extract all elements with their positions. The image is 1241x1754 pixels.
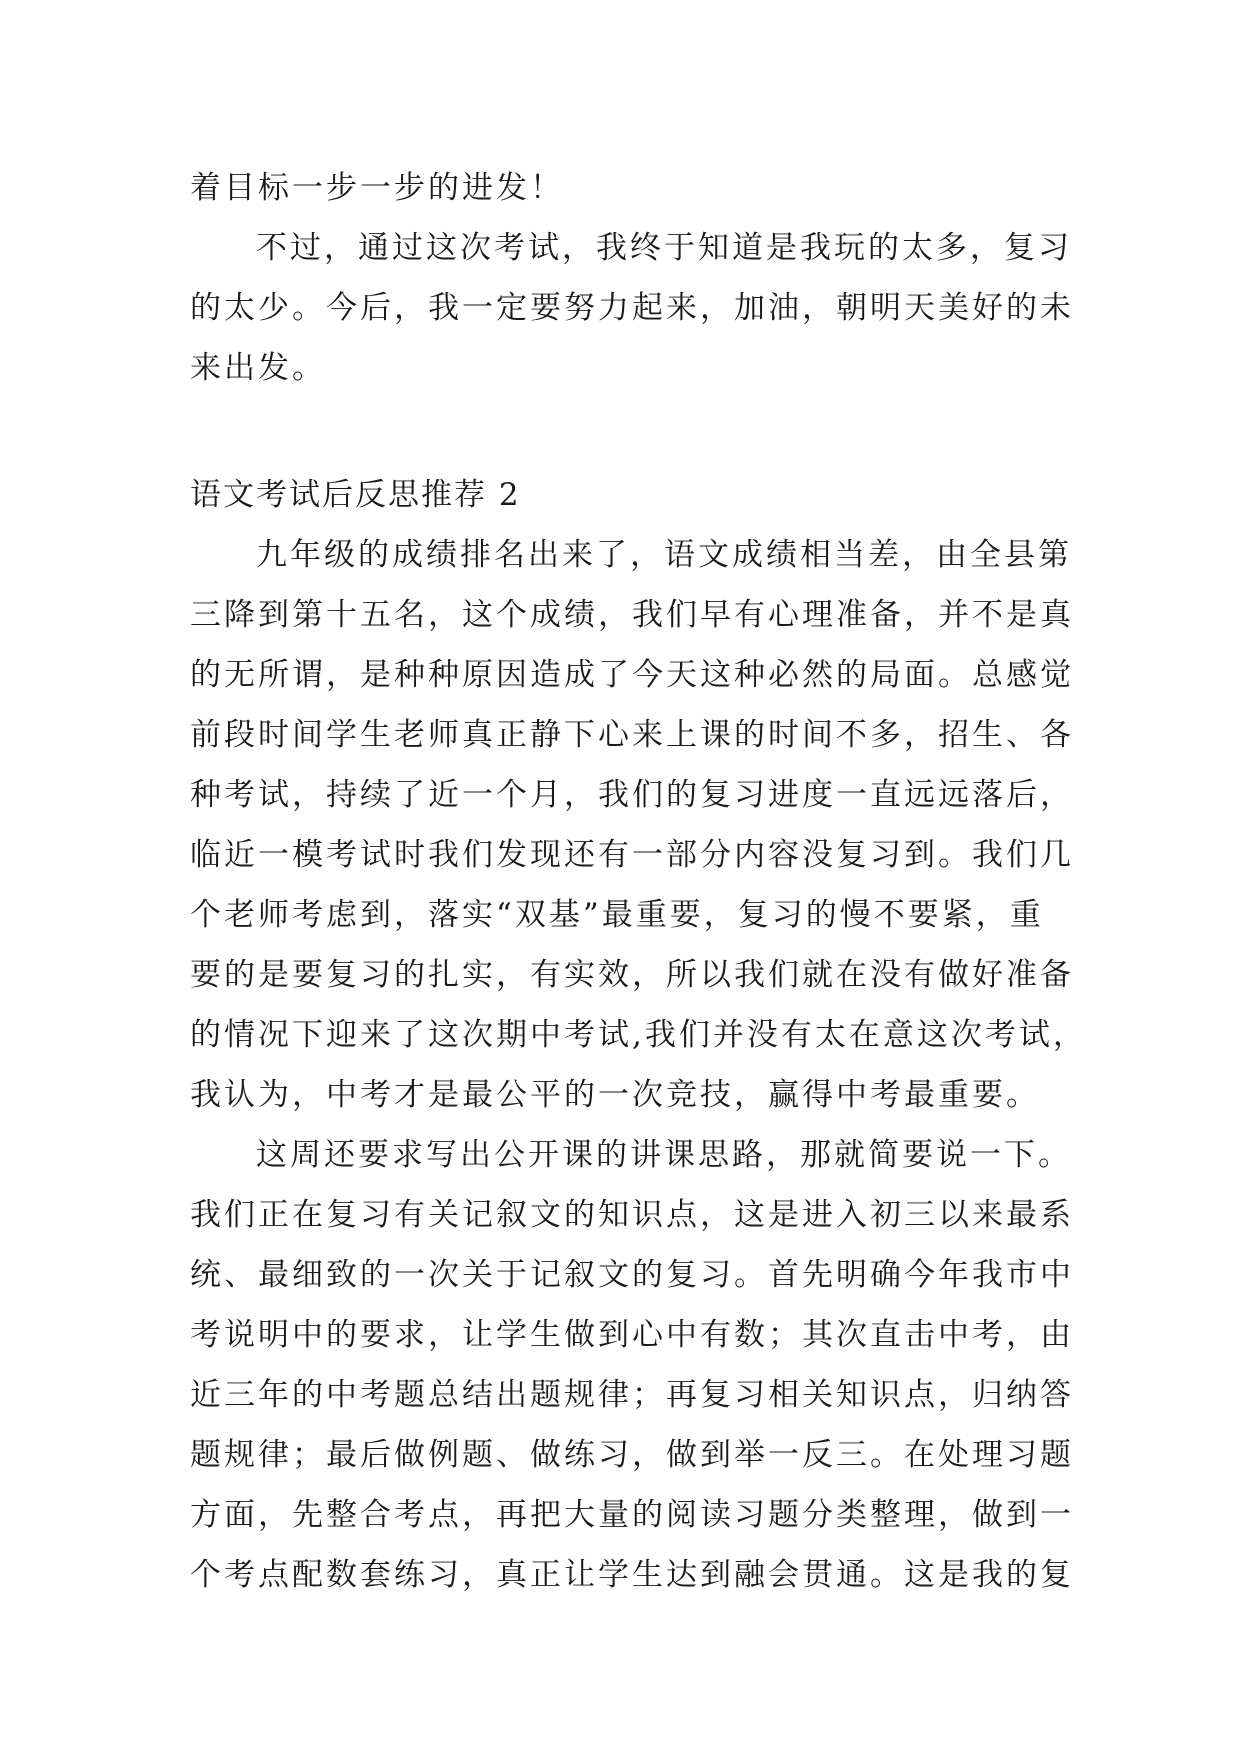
paragraph-line: 临近一模考试时我们发现还有一部分内容没复习到。我们几	[190, 837, 1074, 873]
paragraph-line: 来出发。	[190, 350, 326, 386]
paragraph-line: 方面，先整合考点，再把大量的阅读习题分类整理，做到一	[190, 1497, 1074, 1533]
paragraph-line: 九年级的成绩排名出来了，语文成绩相当差，由全县第	[256, 537, 1072, 573]
paragraph-line: 个考点配数套练习，真正让学生达到融会贯通。这是我的复	[190, 1557, 1074, 1593]
paragraph-line: 的情况下迎来了这次期中考试,我们并没有太在意这次考试，	[190, 1017, 1087, 1053]
paragraph-line: 这周还要求写出公开课的讲课思路，那就简要说一下。	[256, 1137, 1072, 1173]
section-heading: 语文考试后反思推荐 2	[190, 477, 521, 513]
paragraph-line: 题规律；最后做例题、做练习，做到举一反三。在处理习题	[190, 1437, 1074, 1473]
paragraph-line: 前段时间学生老师真正静下心来上课的时间不多，招生、各	[190, 717, 1074, 753]
paragraph-line: 近三年的中考题总结出题规律；再复习相关知识点，归纳答	[190, 1377, 1074, 1413]
paragraph-line: 种考试，持续了近一个月，我们的复习进度一直远远落后，	[190, 777, 1074, 813]
section-gap	[190, 398, 1070, 465]
paragraph-line: 我们正在复习有关记叙文的知识点，这是进入初三以来最系	[190, 1197, 1074, 1233]
paragraph-line: 要的是要复习的扎实，有实效，所以我们就在没有做好准备	[190, 957, 1074, 993]
paragraph-line: 个老师考虑到，落实“双基”最重要，复习的慢不要紧，重	[190, 897, 1044, 933]
paragraph-line: 的太少。今后，我一定要努力起来，加油，朝明天美好的未	[190, 290, 1074, 326]
paragraph-line: 的无所谓，是种种原因造成了今天这种必然的局面。总感觉	[190, 657, 1074, 693]
paragraph-line: 三降到第十五名，这个成绩，我们早有心理准备，并不是真	[190, 597, 1074, 633]
paragraph-line: 我认为，中考才是最公平的一次竞技，赢得中考最重要。	[190, 1077, 1040, 1113]
paragraph-line: 统、最细致的一次关于记叙文的复习。首先明确今年我市中	[190, 1257, 1074, 1293]
paragraph-line: 着目标一步一步的进发！	[190, 170, 564, 206]
document-body	[190, 158, 1087, 1605]
paragraph-line: 不过，通过这次考试，我终于知道是我玩的太多，复习	[256, 230, 1072, 266]
paragraph-line: 考说明中的要求，让学生做到心中有数；其次直击中考，由	[190, 1317, 1074, 1353]
